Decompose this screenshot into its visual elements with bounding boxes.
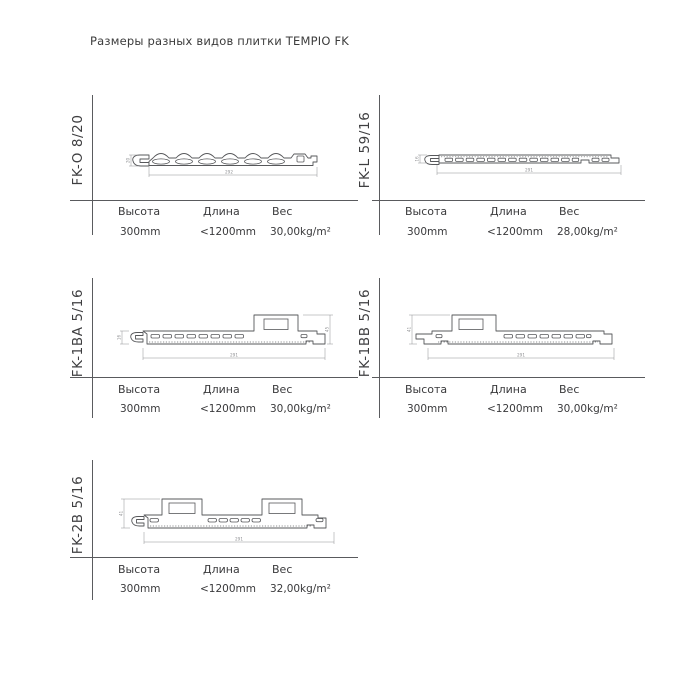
dimension-left [117,331,130,344]
col-header-height: Высота [118,383,161,396]
page-title: Размеры разных видов плитки TEMPIO FK [90,34,349,48]
profile-left-hook [132,517,144,527]
col-header-weight: Вес [272,563,293,576]
col-header-weight: Вес [559,205,580,218]
dimension-bottom [437,165,621,175]
col-header-length: Длина [203,205,240,218]
section-label-fk-o: FK-O 8/20 [70,114,86,186]
col-header-weight: Вес [272,383,293,396]
col-header-length: Длина [203,563,240,576]
dimension-left-value: 20 [125,157,131,164]
section-divider-line [379,278,380,418]
profile-drawing-fk-l [415,145,635,181]
value-weight: 30,00kg/m² [557,403,618,415]
section-fk-2b [63,460,363,610]
table-top-rule [70,377,358,378]
profile-left-hook [133,155,149,166]
value-length: <1200mm [200,403,256,415]
dimension-bottom [428,348,614,360]
section-label-fk-1ba: FK-1BA 5/16 [70,288,86,378]
section-label-fk-l: FK-L 59/16 [357,111,373,189]
value-weight: 30,00kg/m² [270,403,331,415]
table-top-rule [372,377,645,378]
dimension-bottom [144,532,334,544]
col-header-length: Длина [203,383,240,396]
dimension-bottom-value: 292 [225,169,233,175]
dimension-bottom-value: 291 [525,167,533,173]
table-top-rule [70,200,358,201]
section-label-fk-1bb: FK-1BB 5/16 [357,288,373,378]
value-height: 300mm [407,403,448,415]
value-weight: 32,00kg/m² [270,583,331,595]
value-weight: 28,00kg/m² [557,226,618,238]
section-divider-line [92,278,93,418]
section-divider-line [92,460,93,600]
profile-body [416,315,612,344]
profile-drawing-fk-1ba [117,308,337,370]
value-height: 300mm [120,403,161,415]
dimension-left-value: 41 [406,326,412,333]
col-header-weight: Вес [559,383,580,396]
profile-drawing-fk-o [125,143,325,183]
table-top-rule [70,557,358,558]
dimension-bottom [143,348,325,360]
col-header-length: Длина [490,205,527,218]
profile-drawing-fk-2b [118,492,348,554]
col-header-weight: Вес [272,205,293,218]
section-label-fk-2b: FK-2B 5/16 [70,475,86,555]
col-header-length: Длина [490,383,527,396]
dimension-bottom-value: 291 [235,536,243,542]
value-length: <1200mm [200,583,256,595]
section-divider-line [92,95,93,235]
value-weight: 30,00kg/m² [270,226,331,238]
dimension-bottom [149,167,317,177]
value-height: 300mm [407,226,448,238]
section-fk-o [63,95,363,245]
col-header-height: Высота [405,383,448,396]
value-length: <1200mm [487,226,543,238]
section-divider-line [379,95,380,235]
table-top-rule [372,200,645,201]
profile-drawing-fk-1bb [408,308,628,370]
col-header-height: Высота [118,563,161,576]
section-fk-l [350,95,650,245]
profile-body [143,315,325,344]
value-length: <1200mm [200,226,256,238]
col-header-height: Высота [118,205,161,218]
profile-left-hook [131,333,143,343]
dimension-right-value: 45 [324,326,330,333]
value-height: 300mm [120,583,161,595]
section-fk-1bb [350,278,650,428]
dimension-bottom-value: 291 [230,352,238,358]
section-fk-1ba [63,278,363,428]
dimension-left-value: 16 [116,334,122,341]
dimension-bottom-value: 291 [517,352,525,358]
value-length: <1200mm [487,403,543,415]
col-header-height: Высота [405,205,448,218]
dimension-left-value: 16 [414,156,420,162]
value-height: 300mm [120,226,161,238]
dimension-left-value: 41 [118,510,124,517]
